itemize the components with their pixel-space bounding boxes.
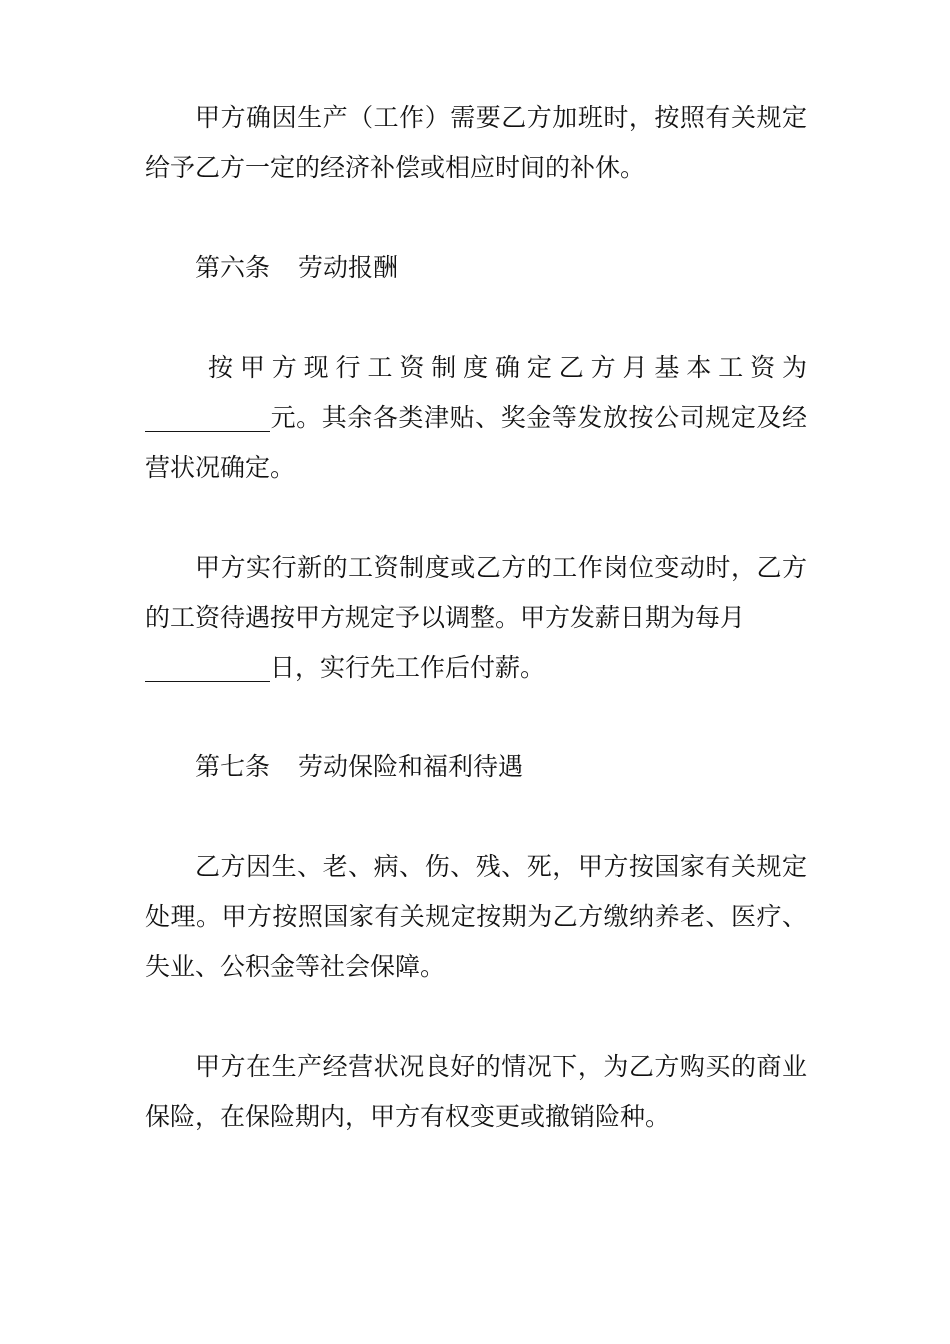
paragraph-line: 失业、公积金等社会保障。 [145,952,446,981]
paragraph-line: 甲方确因生产（工作）需要乙方加班时，按照有关规定 [195,103,807,132]
paragraph-line: 乙方因生、老、病、伤、残、死，甲方按国家有关规定 [195,852,807,881]
paragraph-line: 处理。甲方按照国家有关规定按期为乙方缴纳养老、医疗、 [145,902,807,931]
paragraph-line: 营状况确定。 [145,453,296,482]
paragraph-line: 保险，在保险期内，甲方有权变更或撤销险种。 [145,1102,671,1131]
paragraph-line: 给予乙方一定的经济补偿或相应时间的补休。 [145,153,646,182]
article-7-heading [195,750,523,784]
paragraph-line: 甲方在生产经营状况良好的情况下，为乙方购买的商业 [195,1052,807,1081]
paragraph-line: __________日，实行先工作后付薪。 [145,653,546,682]
article-title: 劳动报酬 [298,253,399,282]
paragraph-line: __________元。其余各类津贴、奖金等发放按公司规定及经 [145,403,807,432]
article-title: 劳动保险和福利待遇 [298,752,524,781]
article-number: 第六条 [195,253,271,282]
article-6-heading [195,251,398,285]
paragraph-line: 的工资待遇按甲方规定予以调整。甲方发薪日期为每月 [145,603,746,632]
paragraph-line: 甲方实行新的工资制度或乙方的工作岗位变动时，乙方 [195,553,807,582]
article-number: 第七条 [195,752,271,781]
paragraph-line: 按甲方现行工资制度确定乙方月基本工资为 [208,353,807,382]
